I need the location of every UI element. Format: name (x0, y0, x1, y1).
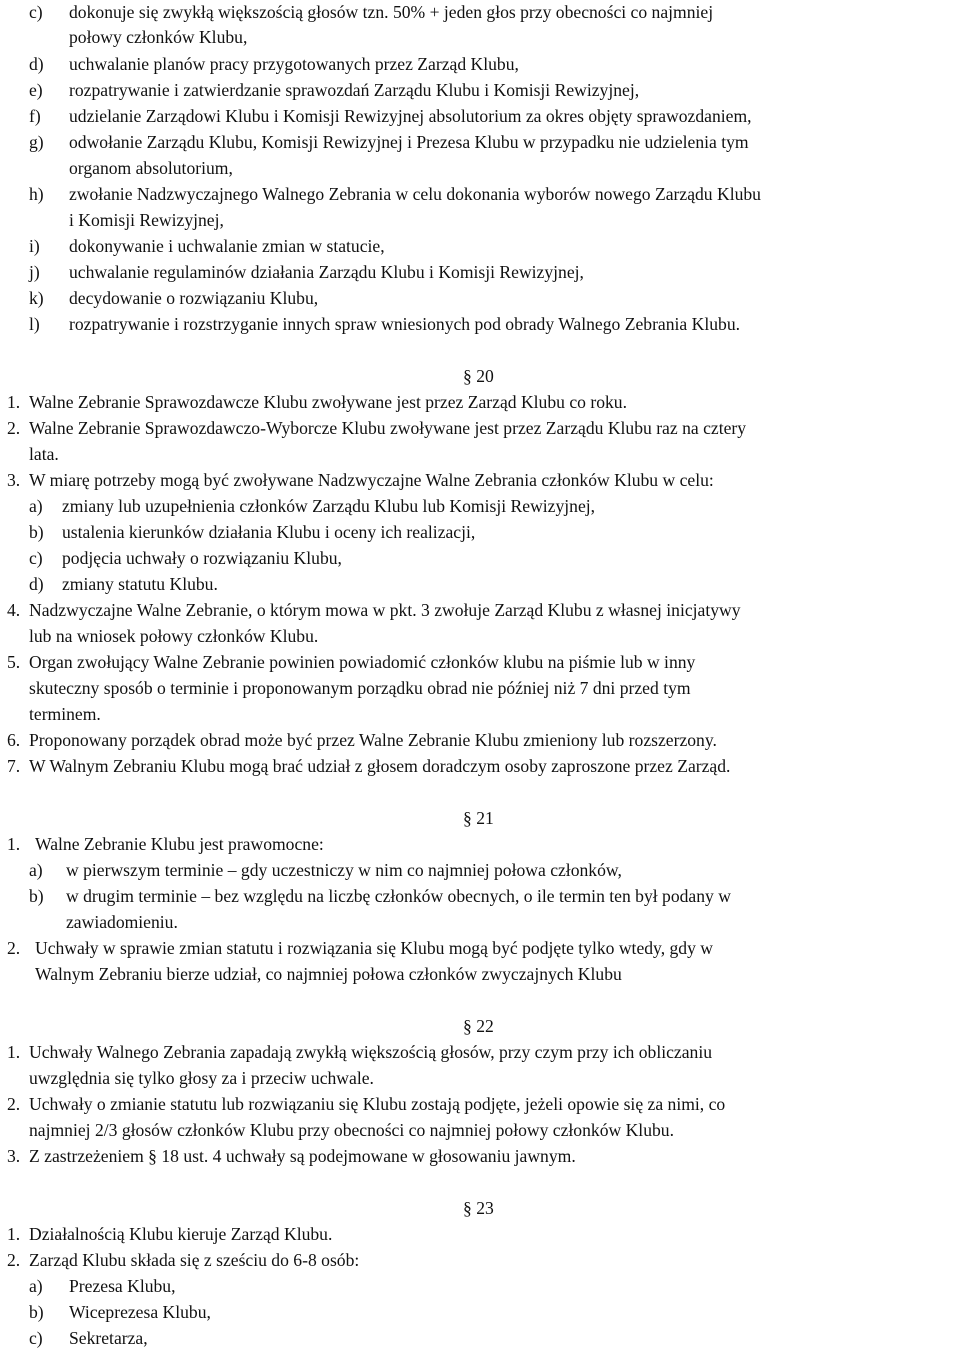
subitem-text: podjęcia uchwały o rozwiązaniu Klubu, (62, 548, 342, 568)
list-item-text: rozpatrywanie i zatwierdzanie sprawozdań Zarządu Klubu i Komisji Rewizyjnej, (69, 80, 640, 100)
list-marker: j) (29, 262, 40, 282)
point-marker: 2. (7, 1094, 21, 1114)
point-text: lub na wniosek połowy członków Klubu. (29, 626, 319, 646)
point-text: Nadzwyczajne Walne Zebranie, o którym mowa w pkt. 3 zwołuje Zarząd Klubu z własnej inicjatywy (29, 600, 741, 620)
point-text: najmniej 2/3 głosów członków Klubu przy obecności co najmniej połowy członków Klubu. (29, 1120, 674, 1140)
list-item-text: i Komisji Rewizyjnej, (69, 210, 224, 230)
list-item-text: decydowanie o rozwiązaniu Klubu, (69, 288, 319, 308)
point-text: Proponowany porządek obrad może być przez Walne Zebranie Klubu zmieniony lub rozszerzony. (29, 730, 717, 750)
subitem-marker: a) (29, 1276, 43, 1296)
list-marker: l) (29, 314, 40, 334)
subitem-text: ustalenia kierunków działania Klubu i oceny ich realizacji, (62, 522, 476, 542)
point-text: W Walnym Zebraniu Klubu mogą brać udział z głosem doradczym osoby zaproszone przez Zarząd. (29, 756, 731, 776)
subitem-marker: a) (29, 496, 43, 516)
point-text: Uchwały Walnego Zebrania zapadają zwykłą większością głosów, przy czym przy ich obliczaniu (29, 1042, 713, 1062)
subitem-text: Prezesa Klubu, (69, 1276, 176, 1296)
point-marker: 6. (7, 730, 21, 750)
point-text: W miarę potrzeby mogą być zwoływane Nadzwyczajne Walne Zebrania członków Klubu w celu: (29, 470, 714, 490)
section-heading: § 22 (463, 1016, 494, 1036)
subitem-marker: b) (29, 1302, 44, 1322)
list-marker: d) (29, 54, 44, 74)
subitem-text: w drugim terminie – bez względu na liczbę członków obecnych, o ile termin ten był podany w (66, 886, 731, 906)
subitem-text: zmiany lub uzupełnienia członków Zarządu Klubu lub Komisji Rewizyjnej, (62, 496, 596, 516)
list-item-text: odwołanie Zarządu Klubu, Komisji Rewizyjnej i Prezesa Klubu w przypadku nie udzielenia tym (69, 132, 749, 152)
list-item-text: organom absolutorium, (69, 158, 233, 178)
list-item-text: udzielanie Zarządowi Klubu i Komisji Rewizyjnej absolutorium za okres objęty sprawozdaniem, (69, 106, 752, 126)
list-marker: g) (29, 132, 44, 152)
list-item-text: dokonuje się zwykłą większością głosów tzn. 50% + jeden głos przy obecności co najmniej (69, 2, 714, 22)
point-marker: 2. (7, 1250, 21, 1270)
section-heading: § 23 (463, 1198, 494, 1218)
point-marker: 3. (7, 1146, 21, 1166)
point-marker: 2. (7, 938, 21, 958)
list-item-text: zwołanie Nadzwyczajnego Walnego Zebrania w celu dokonania wyborów nowego Zarządu Klubu (69, 184, 761, 204)
point-text: terminem. (29, 704, 101, 724)
subitem-text: Sekretarza, (69, 1328, 148, 1348)
point-marker: 7. (7, 756, 21, 776)
list-marker: e) (29, 80, 43, 100)
point-marker: 1. (7, 392, 21, 412)
subitem-marker: b) (29, 886, 44, 906)
subitem-marker: a) (29, 860, 43, 880)
list-marker: f) (29, 106, 41, 126)
point-text: Walne Zebranie Sprawozdawczo-Wyborcze Klubu zwoływane jest przez Zarządu Klubu raz na cztery (29, 418, 747, 438)
point-text: Uchwały o zmianie statutu lub rozwiązaniu się Klubu zostają podjęte, jeżeli opowie się za nimi, co (29, 1094, 726, 1114)
list-item-text: połowy członków Klubu, (69, 27, 248, 47)
section-heading: § 21 (463, 808, 494, 828)
list-marker: c) (29, 2, 43, 22)
point-text: Walne Zebranie Klubu jest prawomocne: (35, 834, 324, 854)
section-heading: § 20 (463, 366, 494, 386)
point-text: Walnym Zebraniu bierze udział, co najmniej połowa członków zwyczajnych Klubu (35, 964, 622, 984)
list-item-text: uchwalanie regulaminów działania Zarządu Klubu i Komisji Rewizyjnej, (69, 262, 584, 282)
list-marker: k) (29, 288, 44, 308)
point-text: Uchwały w sprawie zmian statutu i rozwiązania się Klubu mogą być podjęte tylko wtedy, gdy w (35, 938, 713, 958)
subitem-marker: c) (29, 548, 43, 568)
point-marker: 1. (7, 1224, 21, 1244)
subitem-marker: d) (29, 574, 44, 594)
subitem-text: zawiadomieniu. (66, 912, 178, 932)
point-marker: 3. (7, 470, 21, 490)
point-marker: 1. (7, 1042, 21, 1062)
point-marker: 2. (7, 418, 21, 438)
point-text: uwzględnia się tylko głosy za i przeciw uchwale. (29, 1068, 374, 1088)
point-text: Zarząd Klubu składa się z sześciu do 6-8 osób: (29, 1250, 360, 1270)
subitem-marker: b) (29, 522, 44, 542)
subitem-text: Wiceprezesa Klubu, (69, 1302, 211, 1322)
list-item-text: dokonywanie i uchwalanie zmian w statucie, (69, 236, 385, 256)
point-text: lata. (29, 444, 59, 464)
list-marker: h) (29, 184, 44, 204)
point-marker: 4. (7, 600, 21, 620)
point-marker: 5. (7, 652, 21, 672)
point-text: Organ zwołujący Walne Zebranie powinien powiadomić członków klubu na piśmie lub w inny (29, 652, 696, 672)
point-text: Walne Zebranie Sprawozdawcze Klubu zwoływane jest przez Zarząd Klubu co roku. (29, 392, 627, 412)
list-marker: i) (29, 236, 40, 256)
subitem-text: zmiany statutu Klubu. (62, 574, 218, 594)
list-item-text: uchwalanie planów pracy przygotowanych przez Zarząd Klubu, (69, 54, 519, 74)
subitem-marker: c) (29, 1328, 43, 1348)
point-text: Z zastrzeżeniem § 18 ust. 4 uchwały są podejmowane w głosowaniu jawnym. (29, 1146, 576, 1166)
point-text: skuteczny sposób o terminie i proponowanym porządku obrad nie później niż 7 dni przed tym (29, 678, 691, 698)
list-item-text: rozpatrywanie i rozstrzyganie innych spraw wniesionych pod obrady Walnego Zebrania Klubu. (69, 314, 741, 334)
point-marker: 1. (7, 834, 21, 854)
point-text: Działalnością Klubu kieruje Zarząd Klubu. (29, 1224, 333, 1244)
subitem-text: w pierwszym terminie – gdy uczestniczy w nim co najmniej połowa członków, (66, 860, 622, 880)
